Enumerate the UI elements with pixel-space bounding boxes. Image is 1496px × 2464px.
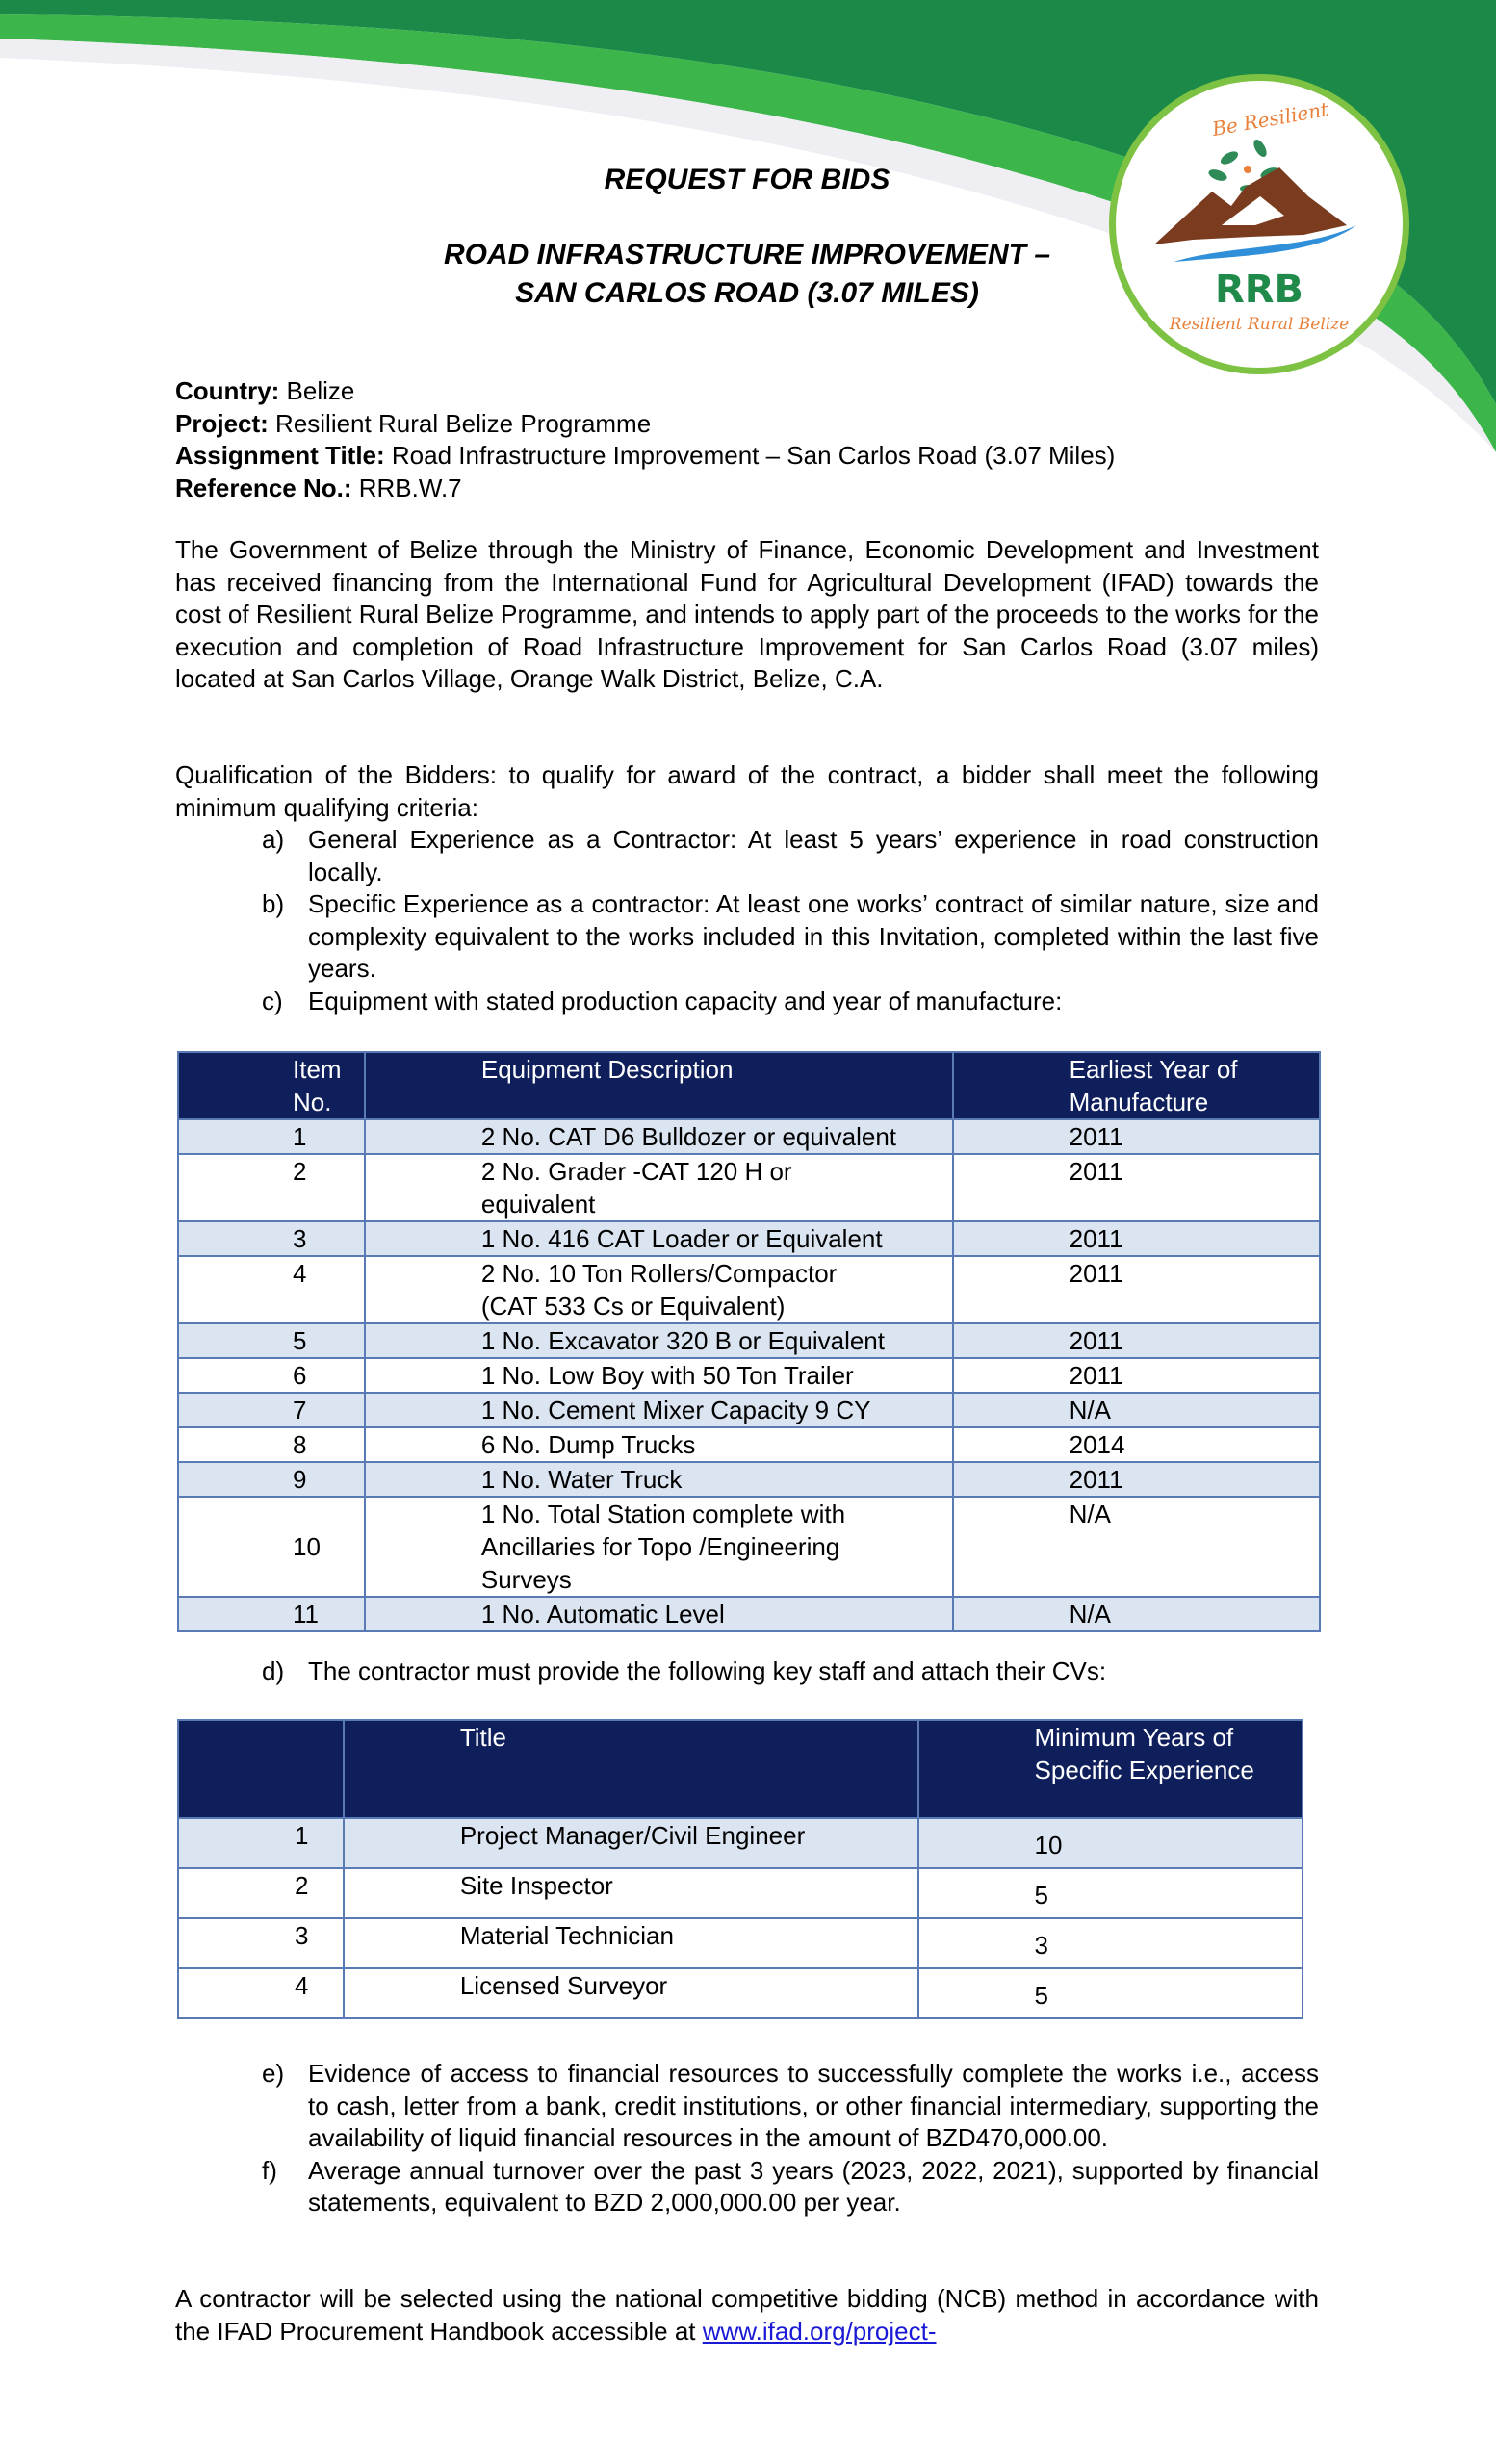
table-row: 1 2 No. CAT D6 Bulldozer or equivalent 2011: [178, 1119, 1320, 1154]
table-row: 4 2 No. 10 Ton Rollers/Compactor (CAT 533 Cs or Equivalent) 2011: [178, 1256, 1320, 1323]
ifad-procurement-link[interactable]: www.ifad.org/project-: [702, 2316, 937, 2346]
table-row: 6 1 No. Low Boy with 50 Ton Trailer 2011: [178, 1358, 1320, 1393]
staff-table-header: Title Minimum Years of Specific Experience: [178, 1720, 1303, 1818]
equipment-table-header: Item No. Equipment Description Earliest Year of Manufacture: [178, 1052, 1320, 1119]
criterion-e: e) Evidence of access to financial resources to successfully complete the works i.e., access to cash, letter from a bank, credit institutions, or other financial intermediary, supporting the availability of liquid financial resources in the amount of BZD470,000.00.: [262, 2059, 1319, 2152]
document-title: REQUEST FOR BIDS: [604, 164, 890, 195]
table-row: 7 1 No. Cement Mixer Capacity 9 CY N/A: [178, 1393, 1320, 1427]
qualification-intro: Qualification of the Bidders: to qualify for award of the contract, a bidder shall meet the following minimum qualifying criteria:: [175, 760, 1319, 822]
table-row: 2 Site Inspector 5: [178, 1868, 1303, 1918]
table-row: 10 1 No. Total Station complete with Ancillaries for Topo /Engineering Surveys N/A: [178, 1497, 1320, 1597]
table-row: 9 1 No. Water Truck 2011: [178, 1462, 1320, 1497]
logo-tagline: Be Resilient: [1210, 97, 1330, 141]
closing-paragraph: A contractor will be selected using the national competitive bidding (NCB) method in accordance with the IFAD Procurement Handbook accessible at www.ifad.org/project-: [175, 2284, 1319, 2346]
table-row: 3 1 No. 416 CAT Loader or Equivalent 2011: [178, 1221, 1320, 1256]
criterion-a: a) General Experience as a Contractor: At least 5 years’ experience in road construction locally.: [262, 825, 1319, 886]
table-row: 3 Material Technician 3: [178, 1918, 1303, 1968]
meta-assignment-title: Assignment Title: Road Infrastructure Improvement – San Carlos Road (3.07 Miles): [175, 441, 1116, 470]
logo-name: Resilient Rural Belize: [1169, 315, 1350, 334]
rrb-logo: [1109, 74, 1409, 374]
criterion-c: c) Equipment with stated production capacity and year of manufacture:: [262, 986, 1063, 1015]
criterion-d: d) The contractor must provide the following key staff and attach their CVs:: [262, 1656, 1107, 1685]
table-row: 11 1 No. Automatic Level N/A: [178, 1597, 1320, 1631]
criterion-f: f) Average annual turnover over the past 3 years (2023, 2022, 2021), supported by financial statements, equivalent to BZD 2,000,000.00 per year.: [262, 2155, 1319, 2217]
equipment-table: [177, 1051, 1321, 1632]
table-row: 4 Licensed Surveyor 5: [178, 1968, 1303, 2018]
criteria-list-d: [262, 1656, 1319, 1688]
key-staff-table: [177, 1719, 1303, 2019]
table-row: 8 6 No. Dump Trucks 2014: [178, 1427, 1320, 1462]
meta-reference-no: Reference No.: RRB.W.7: [175, 473, 462, 502]
table-row: 1 Project Manager/Civil Engineer 10: [178, 1818, 1303, 1868]
meta-block: [175, 375, 1115, 504]
criteria-list-ef: [262, 2058, 1319, 2220]
intro-paragraph: The Government of Belize through the Ministry of Finance, Economic Development and Investment has received financing from the International Fund for Agricultural Development (IFAD) towards the cost of Resilient Rural Belize Programme, and intends to apply part of the proceeds to the works for the execution and completion of Road Infrastructure Improvement for San Carlos Road (3.07 miles) located at San Carlos Village, Orange Walk District, Belize, C.A.: [175, 535, 1319, 693]
logo-acronym: RRB: [1214, 268, 1304, 312]
criteria-list-abc: [262, 824, 1319, 1017]
meta-country: Country: Belize: [175, 376, 355, 405]
meta-project: Project: Resilient Rural Belize Programme: [175, 408, 652, 438]
table-row: 2 2 No. Grader -CAT 120 H or equivalent 2011: [178, 1154, 1320, 1221]
table-row: 5 1 No. Excavator 320 B or Equivalent 2011: [178, 1323, 1320, 1358]
document-subtitle: ROAD INFRASTRUCTURE IMPROVEMENT – SAN CARLOS ROAD (3.07 MILES): [443, 239, 1050, 309]
criterion-b: b) Specific Experience as a contractor: At least one works’ contract of similar nature, size and complexity equivalent to the works included in this Invitation, completed within the last five years.: [262, 889, 1319, 983]
